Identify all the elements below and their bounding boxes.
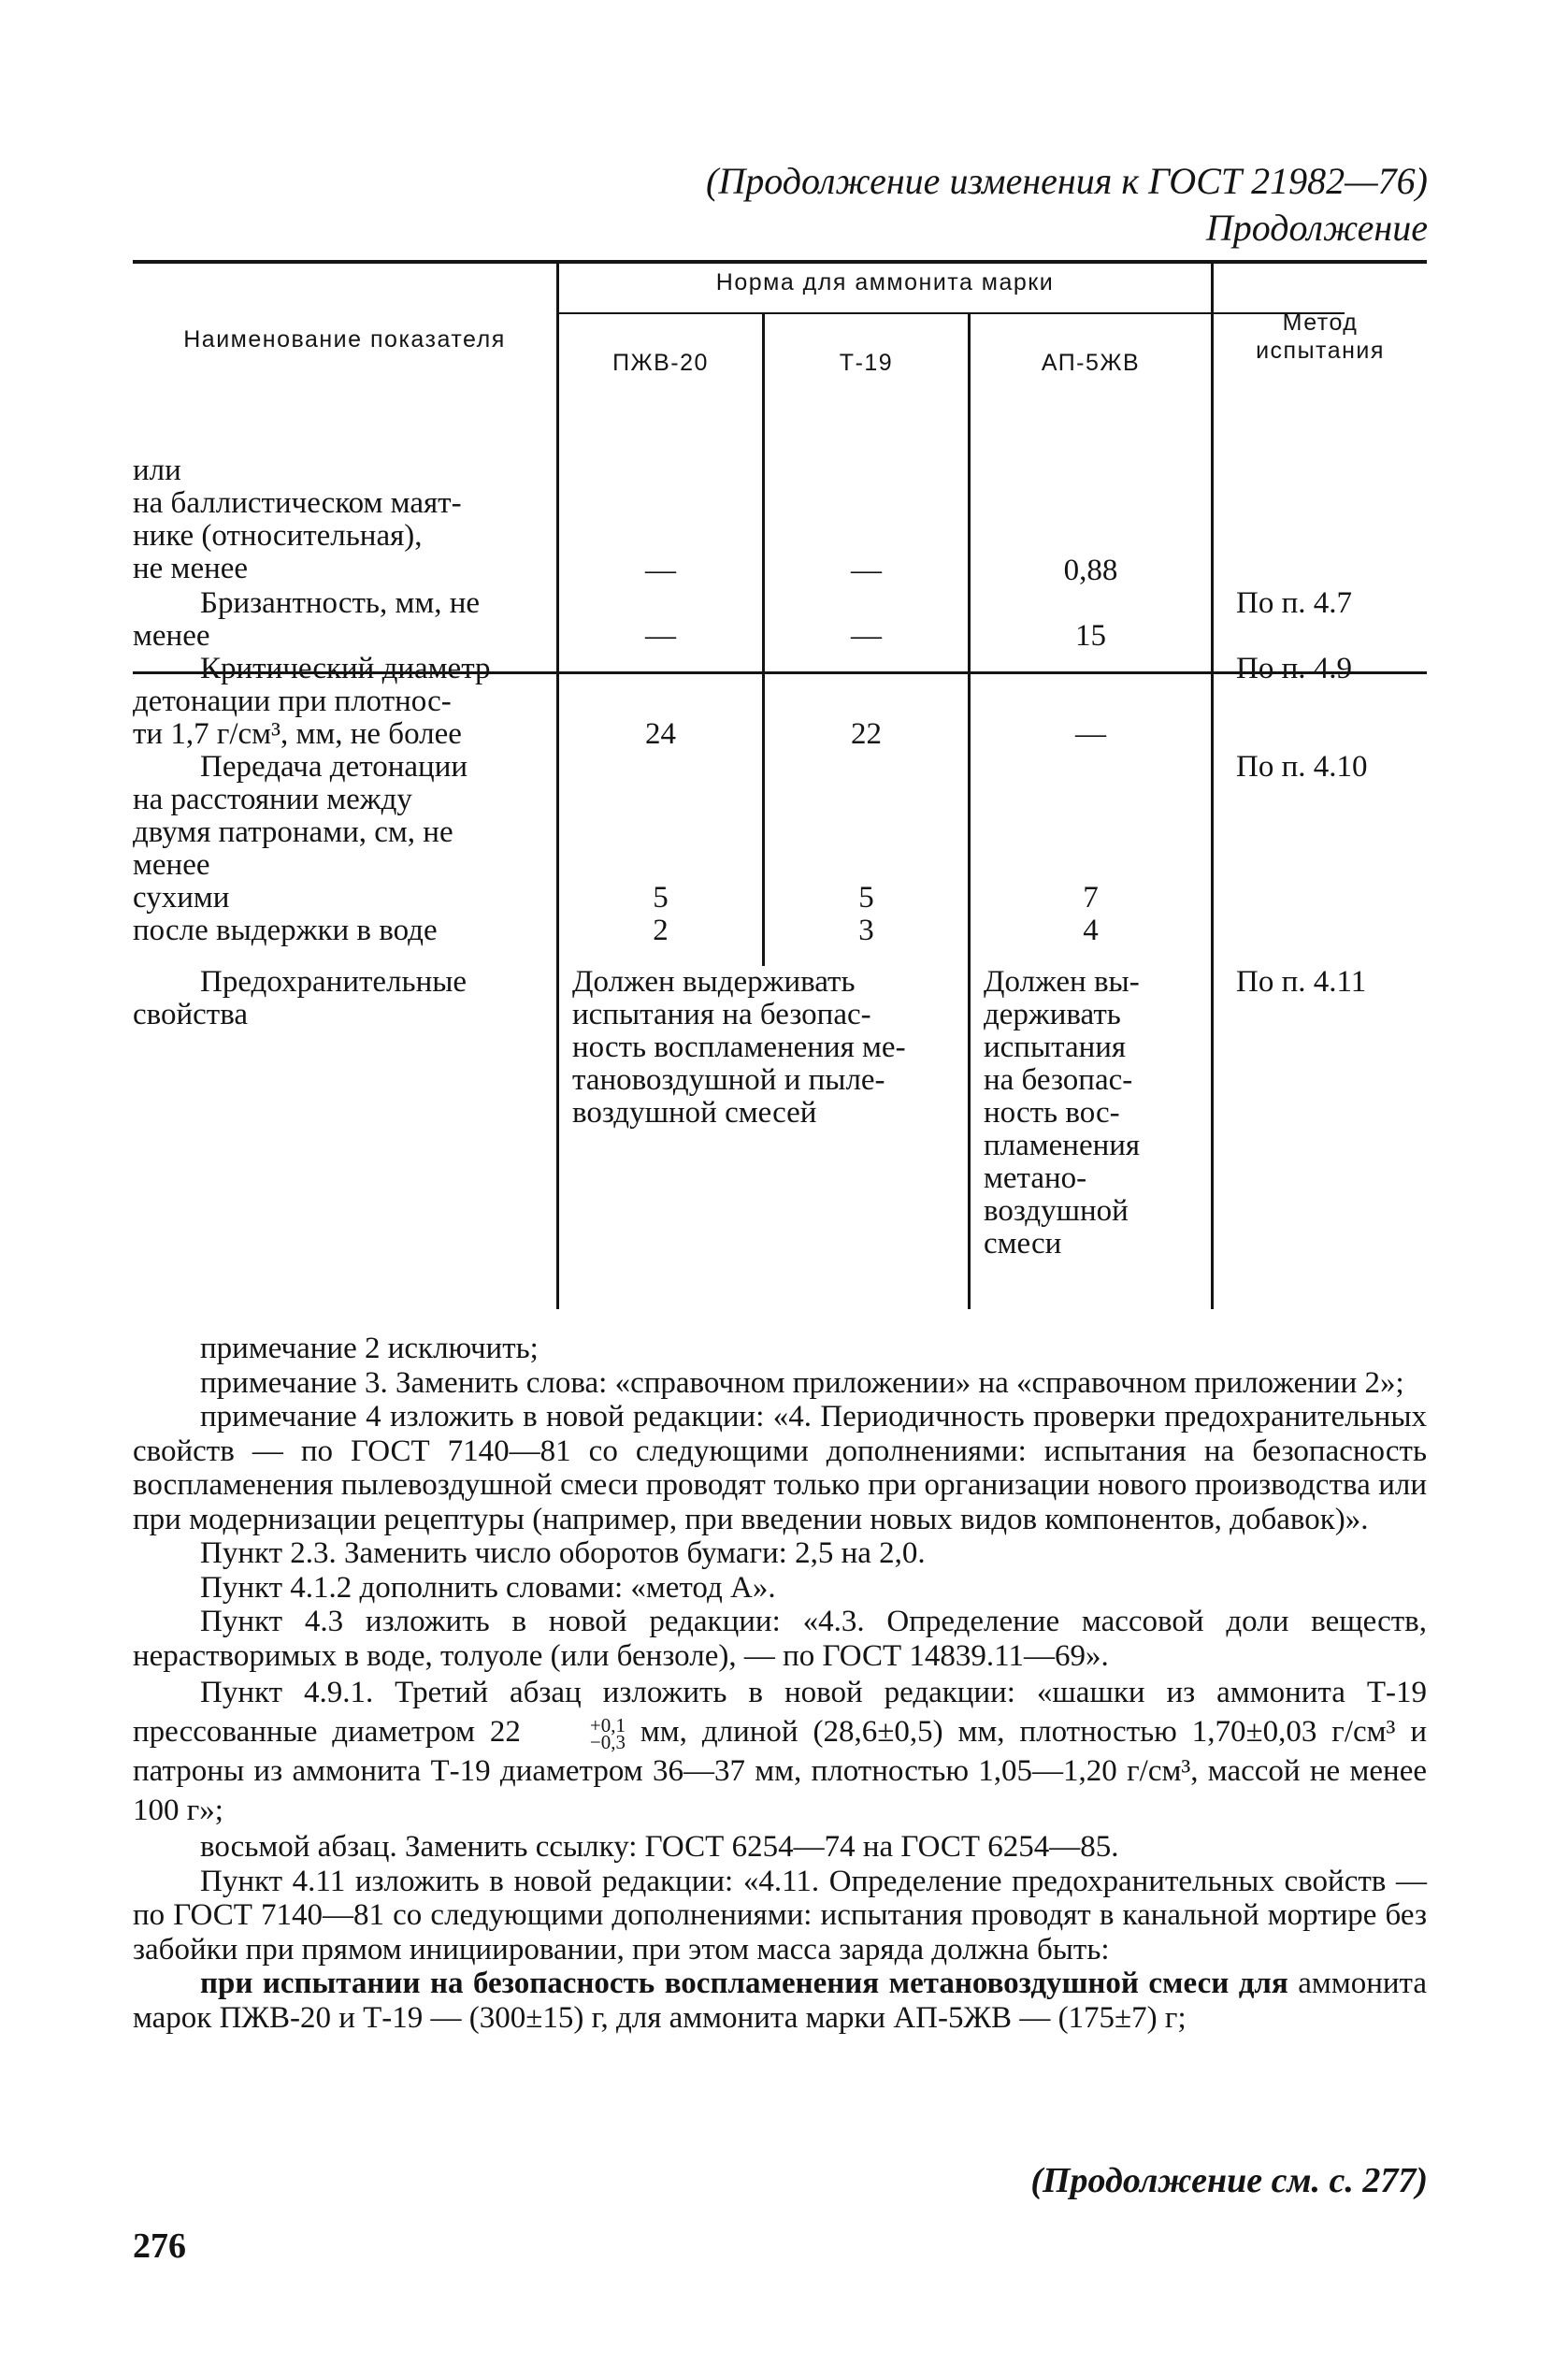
paragraph-4-1-2: Пункт 4.1.2 дополнить словами: «метод А». — [200, 1570, 776, 1605]
row-water-ap5zhv: 4 — [1083, 914, 1099, 947]
col-divider-4 — [1211, 264, 1214, 1309]
continuation-footer: (Продолжение см. с. 277) — [1030, 2161, 1428, 2200]
row-safety-method: По п. 4.11 — [1236, 965, 1367, 999]
row-critical-diameter-name: Критический диаметр детонации при плотнос- ти 1,7 г/см³, мм, не более — [133, 652, 491, 751]
properties-table — [133, 260, 1427, 1309]
paragraph-note2: примечание 2 исключить; — [200, 1332, 539, 1365]
amendment-text — [133, 1332, 1427, 2035]
header-method: Метод испытания — [1256, 310, 1385, 364]
header-indicator-name: Наименование показателя — [183, 326, 506, 353]
row-water-pzhv20: 2 — [653, 914, 669, 947]
paragraph-note4: примечание 4 изложить в новой редакции: «4. Периодичность проверки предохранительных свойств — по ГОСТ 7140—81 со следующими дополнениями: испытания на безопасность воспламенения пылевоздушной смеси проводят только при организации нового производства или при модернизации рецептуры (например, при введении новых видов компонентов, добавок)». — [133, 1400, 1427, 1536]
continuation-subheader: Продолжение — [1205, 207, 1428, 249]
row-brisance-method: По п. 4.7 — [1236, 586, 1352, 620]
paragraph-2-3: Пункт 2.3. Заменить число оборотов бумаги: 2,5 на 2,0. — [200, 1536, 926, 1570]
row-safety-ap5zhv: Должен вы- держивать испытания на безопас- ность вос- пламенения метано- воздушной смеси — [984, 965, 1141, 1261]
paragraph-eighth: восьмой абзац. Заменить ссылку: ГОСТ 6254—74 на ГОСТ 6254—85. — [200, 1830, 1119, 1864]
paragraph-4-3: Пункт 4.3 изложить в новой редакции: «4.3. Определение массовой доли веществ, нерастворимых в воде, толуоле (или бензоле), — по ГОСТ 14839.11—69». — [133, 1605, 1427, 1673]
row-ballistic-name: или на баллистическом маят- нике (относительная), не менее — [133, 454, 462, 585]
table-top-rule — [133, 260, 1427, 264]
paragraph-note3: примечание 3. Заменить слова: «справочном приложении» на «справочном приложении 2»; — [200, 1365, 1404, 1400]
row-critical-diameter-method: По п. 4.9 — [1236, 652, 1352, 685]
row-critical-diameter-ap5zhv: — — [1075, 717, 1106, 751]
row-safety-pzhv20-t19: Должен выдерживать испытания на безопас- ность воспламенения ме- тановоздушной и пыле- воздушной смесей — [572, 965, 906, 1130]
row-dry-name: сухими — [133, 881, 230, 915]
col-divider-1 — [556, 264, 559, 1309]
row-dry-pzhv20: 5 — [653, 881, 669, 915]
row-water-name: после выдержки в воде — [133, 914, 438, 947]
header-grade-ap5zhv: АП-5ЖВ — [1041, 350, 1141, 376]
row-brisance-t19: — — [851, 619, 882, 653]
row-critical-diameter-t19: 22 — [851, 717, 882, 751]
paragraph-4-9-1: Пункт 4.9.1. Третий абзац изложить в новой редакции: «шашки из аммонита Т-19 прессованные диаметром 22 +0,1 −0,3 мм, длиной (28,6±0,5) мм, плотностью 1,70±0,03 г/см³ и патроны из аммонита Т-19 диаметром 36—37 мм, плотностью 1,05—1,20 г/см³, массой не менее 100 г»; — [133, 1676, 1427, 1827]
header-norm: Норма для аммонита марки — [715, 269, 1055, 295]
row-critical-diameter-pzhv20: 24 — [645, 717, 676, 751]
row-ballistic-pzhv20: — — [645, 554, 676, 587]
row-brisance-pzhv20: — — [645, 619, 676, 653]
row-water-t19: 3 — [858, 914, 874, 947]
paragraph-4-11: Пункт 4.11 изложить в новой редакции: «4.11. Определение предохранительных свойств — по ГОСТ 7140—81 со следующими дополнениями: испытания проводят в канальной мортире без забойки при прямом инициировании, при этом масса заряда должна быть: — [133, 1864, 1427, 1967]
row-safety-name: Предохранительные свойства — [133, 965, 468, 1031]
tolerance-fraction: +0,1 −0,3 — [589, 1714, 626, 1754]
paragraph-methane-test: при испытании на безопасность воспламенения метановоздушной смеси для аммонита марок ПЖВ-20 и Т-19 — (300±15) г, для аммонита марки АП-5ЖВ — (175±7) г; — [133, 1967, 1427, 2035]
row-detonation-transfer-name: Передача детонации на расстоянии между двумя патронами, см, не менее — [133, 750, 468, 882]
row-dry-t19: 5 — [858, 881, 874, 915]
header-grade-pzhv20: ПЖВ-20 — [612, 350, 709, 376]
row-brisance-ap5zhv: 15 — [1075, 619, 1106, 653]
row-detonation-transfer-method: По п. 4.10 — [1236, 750, 1368, 784]
continuation-header: (Продолжение изменения к ГОСТ 21982—76) — [706, 160, 1428, 202]
header-grade-t19: Т-19 — [839, 350, 894, 376]
row-brisance-name: Бризантность, мм, не менее — [133, 586, 481, 653]
row-ballistic-t19: — — [851, 554, 882, 587]
col-divider-3 — [968, 314, 971, 1309]
row-dry-ap5zhv: 7 — [1083, 881, 1099, 915]
page-number: 276 — [133, 2226, 186, 2266]
row-ballistic-ap5zhv: 0,88 — [1063, 554, 1118, 587]
